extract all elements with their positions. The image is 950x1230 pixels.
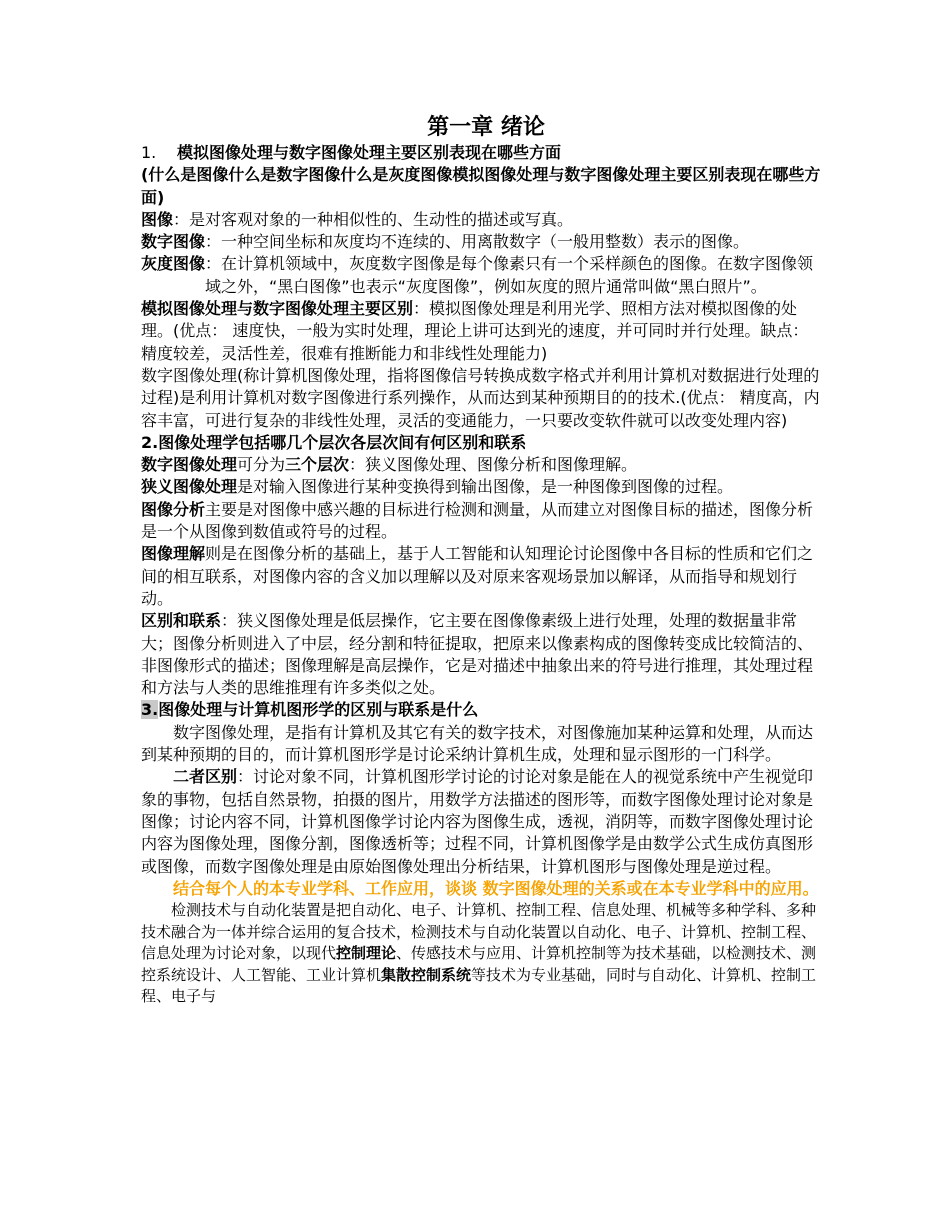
relation-paragraph [141,610,821,699]
narrow-text: 是对输入图像进行某种变换得到输出图像，是一种图像到图像的过程。 [237,477,734,497]
q3-paragraph-1: 数字图像处理，是指有计算机及其它有关的数字技术，对图像施加某种运算和处理，从而达到某种预期的目的，而计算机图形学是讨论采纳计算机生成，处理和显示图形的一门科学。 [141,722,814,765]
analysis-label: 图像分析 [141,499,206,519]
q3-diff-label: 二者区别 [173,767,238,787]
application-bold-2: 集散控制系统 [381,965,472,984]
analog-vs-digital [141,298,821,365]
q1-subheading: (什么是图像什么是数字图像什么是灰度图像模拟图像处理与数字图像处理主要区别表现在哪些方面) [141,165,821,207]
levels-bold: 三个层次 [285,455,350,475]
analysis-paragraph [141,499,821,544]
levels-paragraph [141,454,821,476]
image-text: ：是对客观对象的一种相似性的、生动性的描述或写真。 [173,209,574,229]
q1-heading [141,142,821,164]
understanding-label: 图像理解 [141,544,206,564]
relation-label: 区别和联系 [141,611,222,631]
relation-text: ：狭义图像处理是低层操作，它主要在图像像素级上进行处理，处理的数据量非常大；图像分析则进入了中层，经分割和特征提取，把原来以像素构成的图像转变成比较简洁的、非图像形式的描述；图像理解是高层操作，它是对描述中抽象出来的符号进行推理，其处理过程和方法与人类的思维推理有许多类似之处。 [141,611,814,698]
levels-label: 数字图像处理 [141,455,238,475]
gray-image-label: 灰度图像 [141,254,206,274]
digital-image-text: ：一种空间坐标和灰度均不连续的、用离散数字（一般用整数）表示的图像。 [205,232,750,252]
narrow-processing-paragraph [141,476,821,498]
q1-number: 1. [141,143,157,162]
gray-image-definition [141,253,821,298]
application-heading: 结合每个人的本专业学科、工作应用，谈谈 数字图像处理的关系或在本专业学科中的应用。 [173,878,819,898]
digital-image-definition [141,231,821,253]
application-paragraph [141,900,821,1008]
q1-heading-text: 模拟图像处理与数字图像处理主要区别表现在哪些方面 [177,143,562,162]
narrow-label: 狭义图像处理 [141,477,238,497]
levels-text: ：狭义图像处理、图像分析和图像理解。 [349,455,638,475]
q2-heading: 2.图像处理学包括哪几个层次各层次间有何区别和联系 [141,432,527,452]
image-definition [141,209,821,231]
application-text-a: 检测技术与自动化装置是把自动化、电子、计算机、控制工程、信息处理、机械等多种学科、多种技术融合为一体并综合运用的复合技术，检测技术与自动化装置以自动化、电子、计算机、控制工程、信息处理为讨论对象，以现代 [141,901,817,963]
document-page [141,112,821,1008]
q3-diff-text: ：讨论对象不同，计算机图形学讨论的讨论对象是能在人的视觉系统中产生视觉印象的事物，包括自然景物，拍摄的图片，用数学方法描述的图形等，而数字图像处理讨论对象是图像；讨论内容不同，计算机图像学讨论内容为图像生成，透视，消阴等，而数字图像处理讨论内容为图像处理，图像分割，图像透析等；过程不同，计算机图像学是由数学公式生成仿真图形或图像，而数字图像处理是由原始图像处理出分析结果，计算机图形与图像处理是逆过程。 [141,767,814,876]
image-label: 图像 [141,209,174,229]
understanding-text: 则是在图像分析的基础上，基于人工智能和认知理论讨论图像中各目标的性质和它们之间的相互联系，对图像内容的含义加以理解以及对原来客观场景加以解译，从而指导和规划行动。 [141,544,814,608]
q3-heading [141,699,821,721]
digital-processing-paragraph: 数字图像处理(称计算机图像处理，指将图像信号转换成数字格式并利用计算机对数据进行处理的过程)是利用计算机对数字图像进行系列操作，从而达到某种预期目的的技术.(优点： 精度高，内容丰富，可进行复杂的非线性处理，灵活的变通能力，一只要改变软件就可以改变处理内容) [141,365,820,430]
gray-image-text: ：在计算机领域中，灰度数字图像是每个像素只有一个采样颜色的图像。在数字图像领域之外，“黑白图像”也表示“灰度图像”，例如灰度的照片通常叫做“黑白照片”。 [205,254,814,296]
levels-mid: 可分为 [237,455,286,475]
analysis-text: 主要是对图像中感兴趣的目标进行检测和测量，从而建立对图像目标的描述，图像分析是一个从图像到数值或符号的过程。 [141,499,814,542]
chapter-title: 第一章 绪论 [427,114,545,140]
application-text-b: 、传感技术与应用、计算机控制等为技术基础，以检测技术、测控系统设计、人工智能、工业计算机 [141,944,817,984]
application-bold-1: 控制理论 [336,944,397,963]
digital-image-label: 数字图像 [141,232,206,252]
q3-difference-paragraph [141,766,821,877]
q3-number: 3. [141,700,159,720]
diff-text: ：模拟图像处理是利用光学、照相方法对模拟图像的处理。(优点： 速度快，一般为实时处理，理论上讲可达到光的速度，并可同时并行处理。缺点：精度较差，灵活性差，很难有推断能力和非线性处理能力) [141,299,809,363]
q3-heading-text: 图像处理与计算机图形学的区别与联系是什么 [158,700,479,720]
application-text-c: 等技术为专业基础，同时与自动化、计算机、控制工程、电子与 [141,965,817,1006]
understanding-paragraph [141,543,821,610]
diff-label: 模拟图像处理与数字图像处理主要区别 [141,299,414,319]
